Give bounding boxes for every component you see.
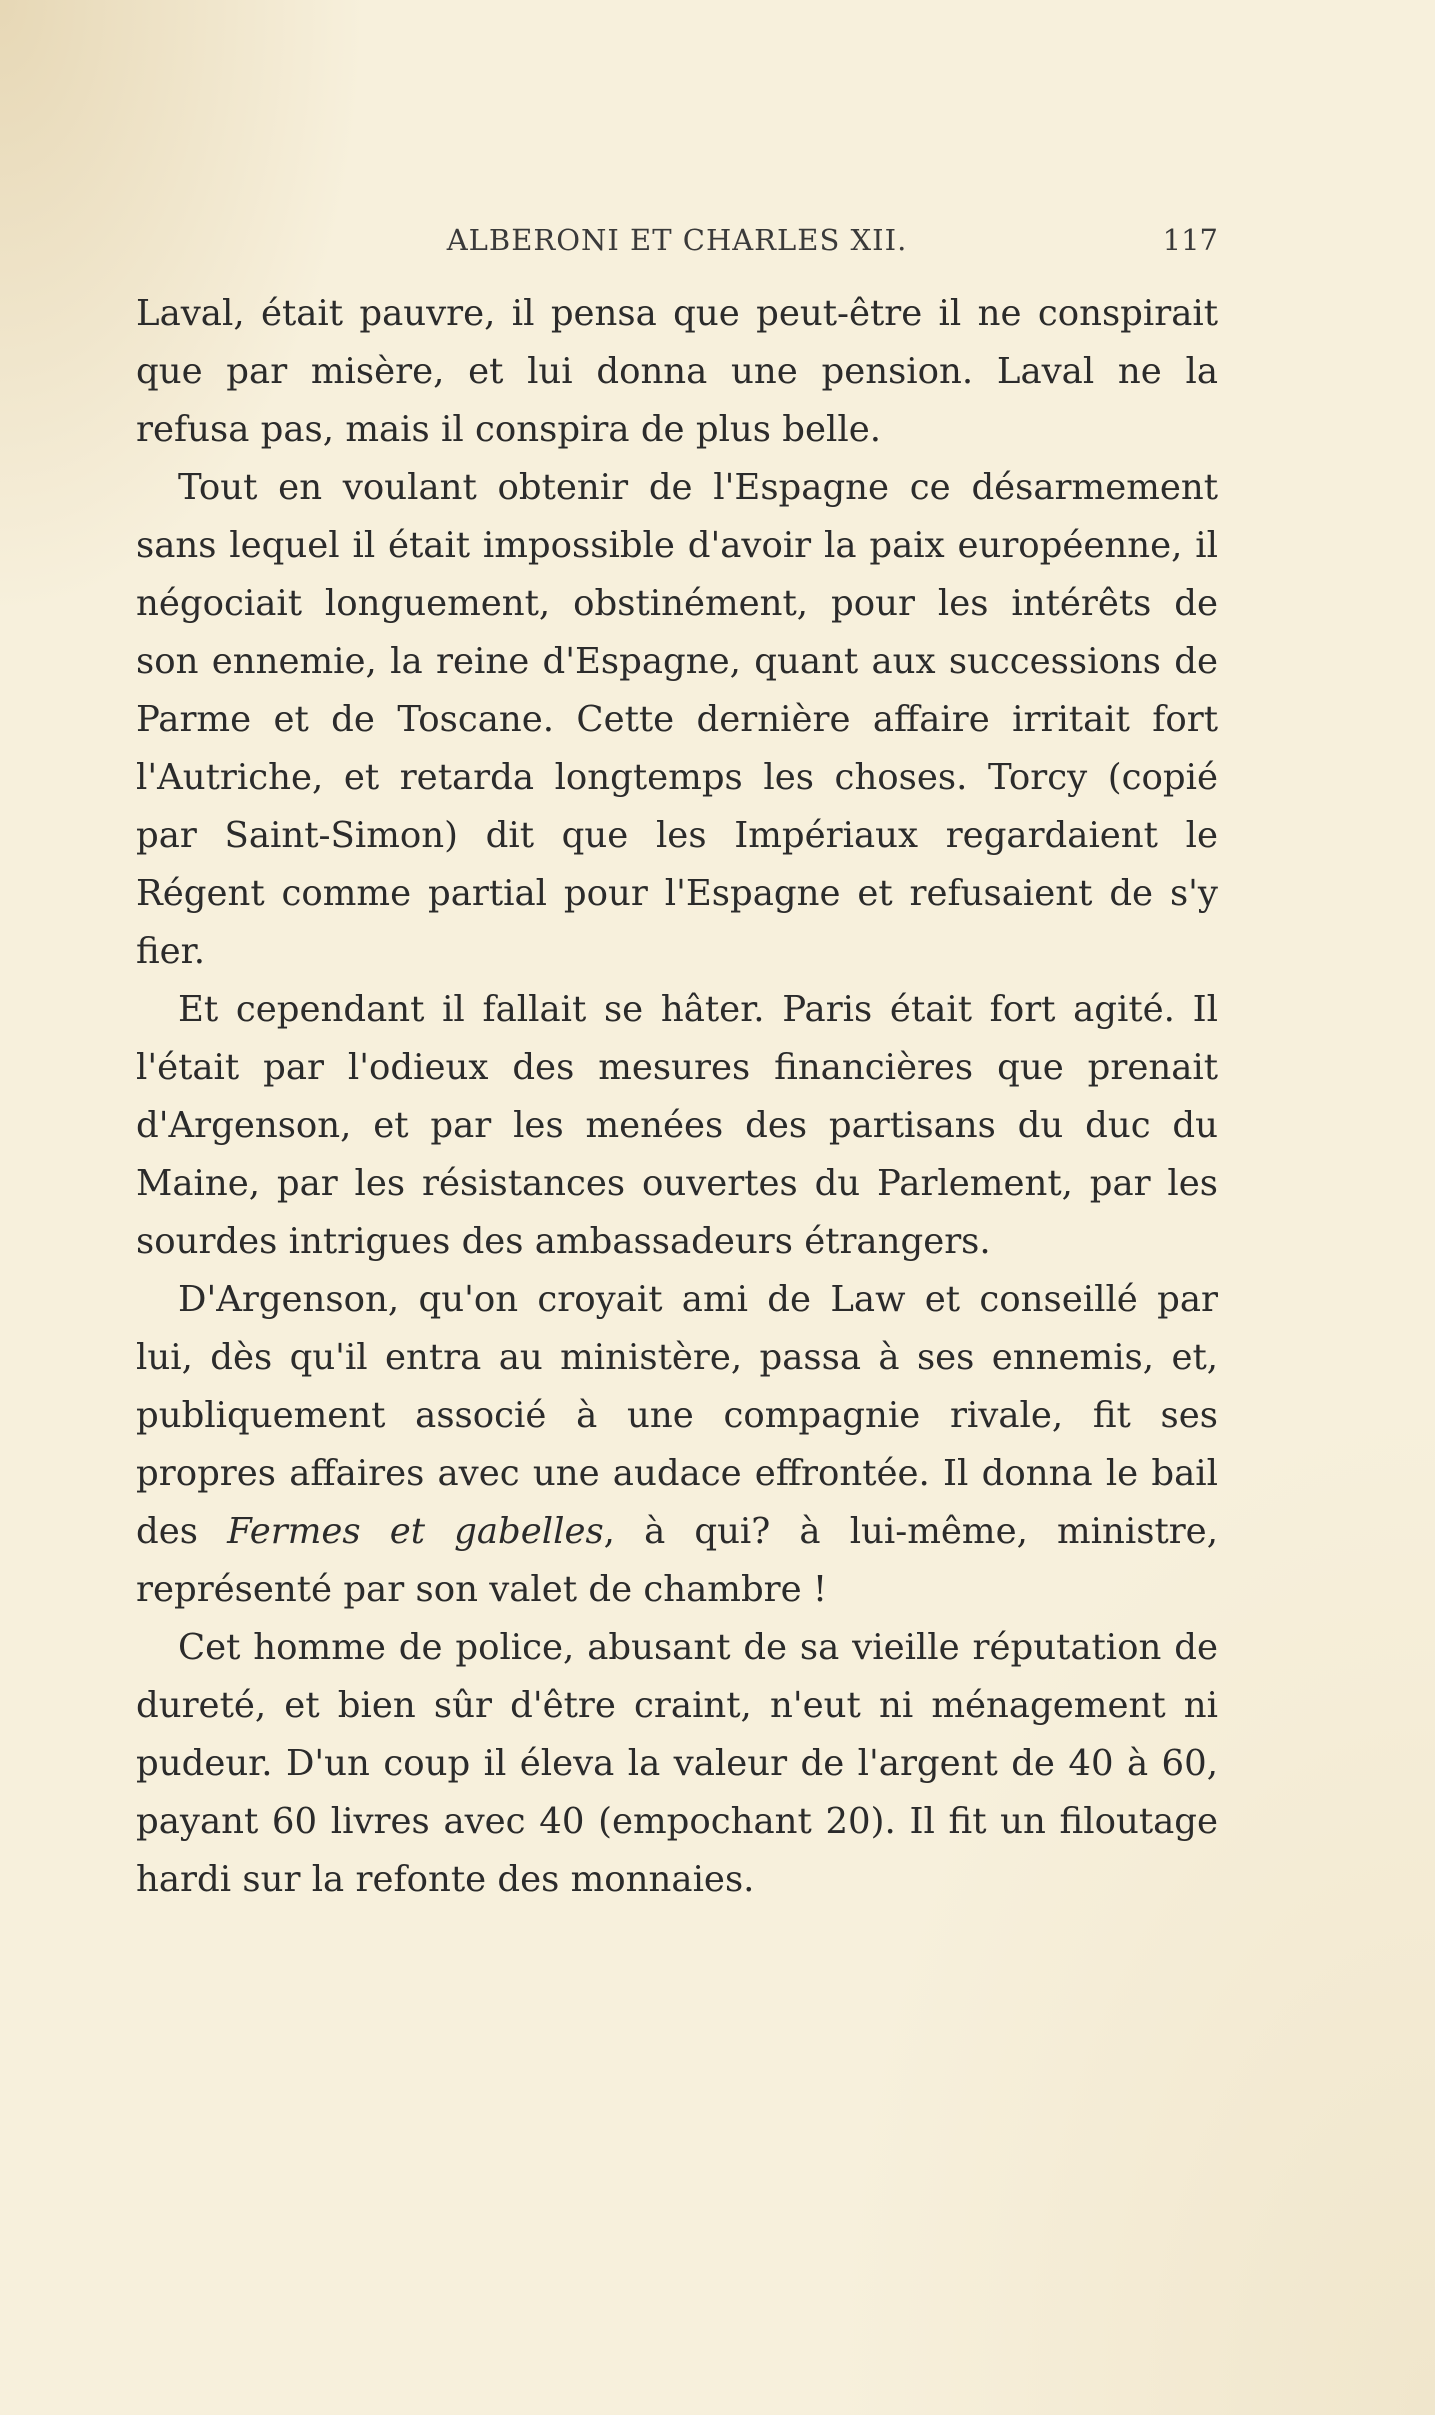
page-number: 117 <box>1162 223 1218 257</box>
paragraph-4 <box>136 1271 1218 1619</box>
paragraph-3: Et cependant il fallait se hâter. Paris était fort agité. Il l'était par l'odieux des mesures financières que prenait d'Argenson, et par les menées des partisans du duc du Maine, par les résistances ouvertes du Parlement, par les sourdes intrigues des ambassadeurs étrangers. <box>136 989 1218 1262</box>
paragraph-2: Tout en voulant obtenir de l'Espagne ce désarmement sans lequel il était impossible d'avoir la paix européenne, il négociait longuement, obstinément, pour les intérêts de son ennemie, la reine d'Espagne, quant aux successions de Parme et de Toscane. Cette dernière affaire irritait fort l'Autriche, et retarda longtemps les choses. Torcy (copié par Saint-Simon) dit que les Impériaux regardaient le Régent comme partial pour l'Espagne et refusaient de s'y fier. <box>136 467 1218 972</box>
paragraph-5: Cet homme de police, abusant de sa vieille réputation de dureté, et bien sûr d'être craint, n'eut ni ménagement ni pudeur. D'un coup il éleva la valeur de l'argent de 40 à 60, payant 60 livres avec 40 (empochant 20). Il fit un filoutage hardi sur la refonte des monnaies. <box>136 1627 1218 1900</box>
paragraph-4-end: , à qui? à lui-même, ministre, représenté par son valet de chambre ! <box>136 1511 1218 1610</box>
paragraph-4-start: D'Argenson, qu'on croyait ami de Law et conseillé par lui, dès qu'il entra au ministère, passa à ses ennemis, et, publiquement associé à une compagnie rivale, fit ses propres affaires avec une audace effrontée. Il donna le bail des <box>136 1279 1218 1552</box>
italic-title-fermes-et-gabelles: Fermes et gabelles <box>227 1511 604 1552</box>
page-header <box>136 223 1218 267</box>
running-title: ALBERONI ET CHARLES XII. <box>446 223 908 257</box>
paragraph-1: Laval, était pauvre, il pensa que peut-être il ne conspirait que par misère, et lui donna une pension. Laval ne la refusa pas, mais il conspira de plus belle. <box>136 293 1218 450</box>
body-text <box>136 285 1218 1909</box>
